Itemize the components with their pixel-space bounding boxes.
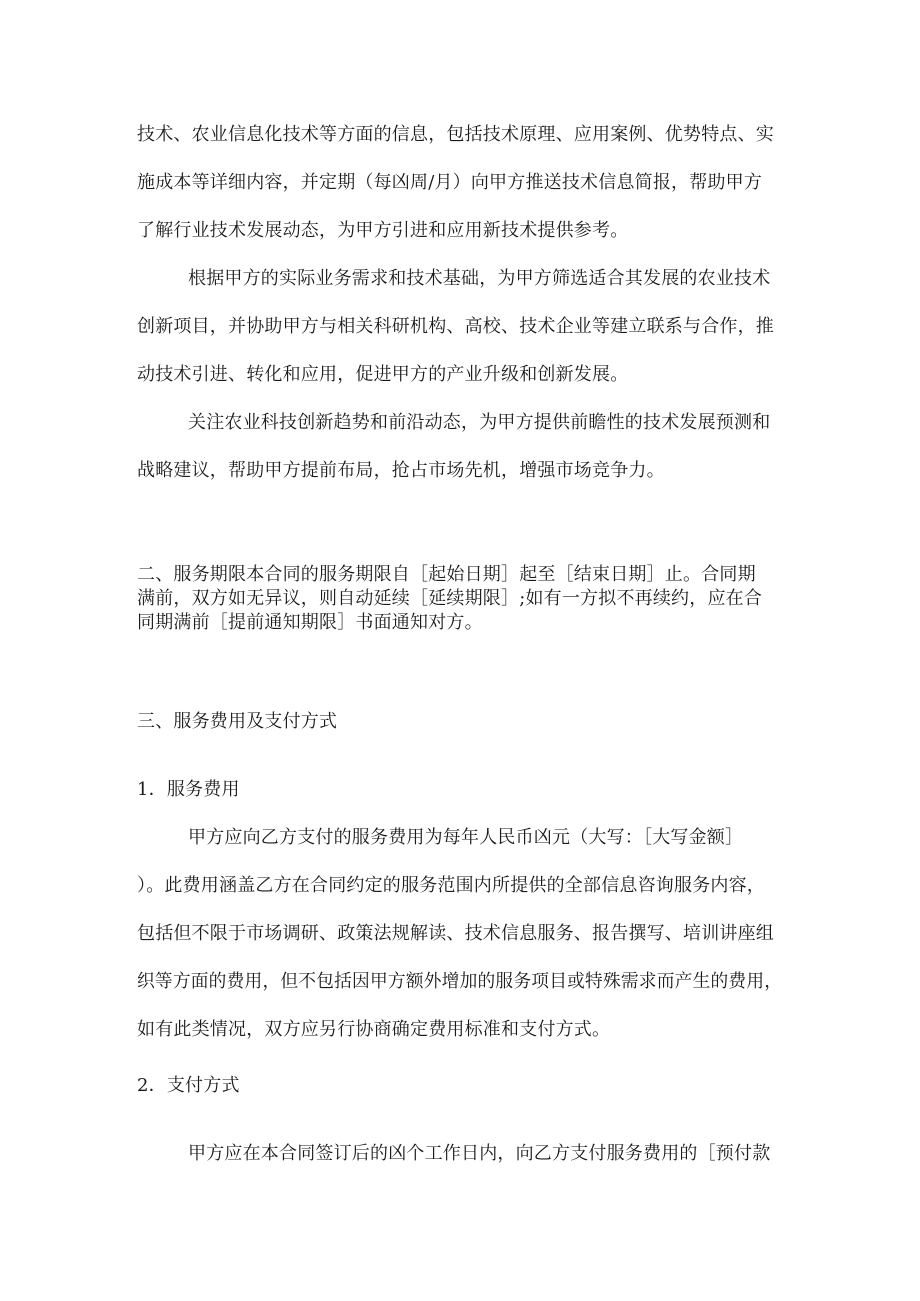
text-line: 根据甲方的实际业务需求和技术基础，为甲方筛选适合其发展的农业技术 (188, 268, 771, 289)
text-line: 施成本等详细内容，并定期（每凶周/月）向甲方推送技术信息简报，帮助甲方 (137, 172, 763, 193)
text-line: 满前，双方如无异议，则自动延续［延续期限］;如有一方拟不再续约，应在合 (137, 588, 763, 609)
text-line: 如有此类情况，双方应另行协商确定费用标准和支付方式。 (137, 1019, 611, 1040)
text-line: ）。此费用涵盖乙方在合同约定的服务范围内所提供的全部信息咨询服务内容， (137, 875, 765, 896)
text-line: 甲方应在本合同签订后的凶个工作日内，向乙方支付服务费用的［预付款 (188, 1143, 771, 1164)
text-line: 战略建议，帮助甲方提前布局，抢占市场先机，增强市场竞争力。 (137, 460, 665, 481)
subsection-heading: 2．支付方式 (137, 1075, 240, 1096)
text-line: 二、服务期限本合同的服务期限自［起始日期］起至［结束日期］止。合同期 (137, 564, 756, 585)
subsection-heading: 1．服务费用 (137, 779, 240, 800)
text-line: 创新项目，并协助甲方与相关科研机构、高校、技术企业等建立联系与合作，推 (137, 316, 774, 337)
text-line: 包括但不限于市场调研、政策法规解读、技术信息服务、报告撰写、培训讲座组 (137, 923, 774, 944)
text-line: 同期满前［提前通知期限］书面通知对方。 (137, 612, 483, 633)
text-line: 织等方面的费用，但不包括因甲方额外增加的服务项目或特殊需求而产生的费用， (137, 971, 783, 992)
text-line: 技术、农业信息化技术等方面的信息，包括技术原理、应用案例、优势特点、实 (137, 124, 774, 145)
text-line: 动技术引进、转化和应用，促进甲方的产业升级和创新发展。 (137, 364, 629, 385)
text-line: 了解行业技术发展动态，为甲方引进和应用新技术提供参考。 (137, 220, 629, 241)
section-heading: 三、服务费用及支付方式 (137, 711, 338, 732)
text-line: 甲方应向乙方支付的服务费用为每年人民币凶元（大写：［大写金额］ (188, 827, 744, 848)
text-line: 关注农业科技创新趋势和前沿动态，为甲方提供前瞻性的技术发展预测和 (188, 412, 771, 433)
